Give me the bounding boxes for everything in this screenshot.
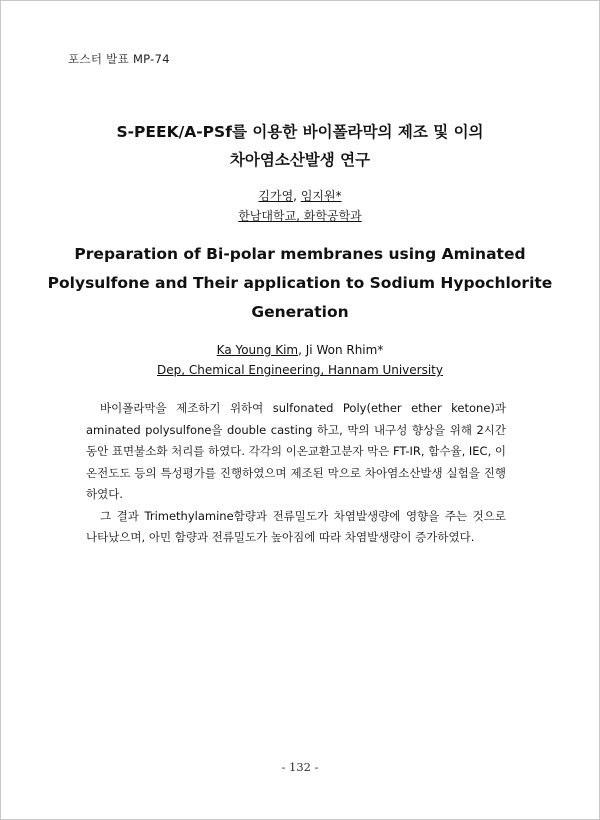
session-label: 포스터 발표 MP-74 — [68, 52, 170, 66]
korean-author-name: 김가영 — [258, 189, 294, 203]
page-number: - 132 - — [281, 760, 319, 774]
korean-authors — [0, 186, 600, 206]
korean-affiliation: 한남대학교, 화학공학과 — [238, 209, 362, 223]
english-author-corresponding: Ji Won Rhim* — [305, 343, 384, 357]
korean-title-line2: 차아염소산발생 연구 — [229, 151, 371, 169]
abstract-paragraph-1: 바이폴라막을 제조하기 위하여 sulfonated Poly(ether ether ketone)과 aminated polysulfone을 double casting 하고, 막의 내구성 향상을 위해 2시간 동안 표면불소화 처리를 하였다. 각각의 이온교환고분자 막은 FT-IR, 함수율, IEC, 이온전도도 등의 특성평가를 진행하였으며 제조된 막으로 차아염소산발생 실험을 진행하였다. — [86, 401, 506, 501]
korean-title-line1: S-PEEK/A-PSf를 이용한 바이폴라막의 제조 및 이의 — [116, 123, 484, 141]
english-authors-block — [0, 340, 600, 380]
english-title — [0, 240, 600, 327]
english-affiliation: Dep, Chemical Engineering, Hannam University — [157, 363, 443, 377]
english-authors — [0, 340, 600, 360]
korean-title — [0, 118, 600, 174]
korean-authors-block — [0, 186, 600, 226]
english-author-first: Ka Young Kim — [216, 343, 299, 357]
english-title-line2: Polysulfone and Their application to Sodium Hypochlorite — [47, 274, 553, 292]
english-author-separator: , — [298, 343, 306, 357]
abstract-paragraph-2: 그 결과 Trimethylamine함량과 전류밀도가 차염발생량에 영향을 주는 것으로 나타났으며, 아민 함량과 전류밀도가 높아짐에 따라 차염발생량이 증가하였다. — [86, 508, 506, 544]
korean-author-separator: , — [293, 189, 301, 203]
abstract — [86, 398, 506, 549]
english-title-line1: Preparation of Bi-polar membranes using Aminated — [74, 245, 526, 263]
english-title-line3: Generation — [251, 303, 349, 321]
korean-author-corresponding: 임지원* — [300, 189, 342, 203]
